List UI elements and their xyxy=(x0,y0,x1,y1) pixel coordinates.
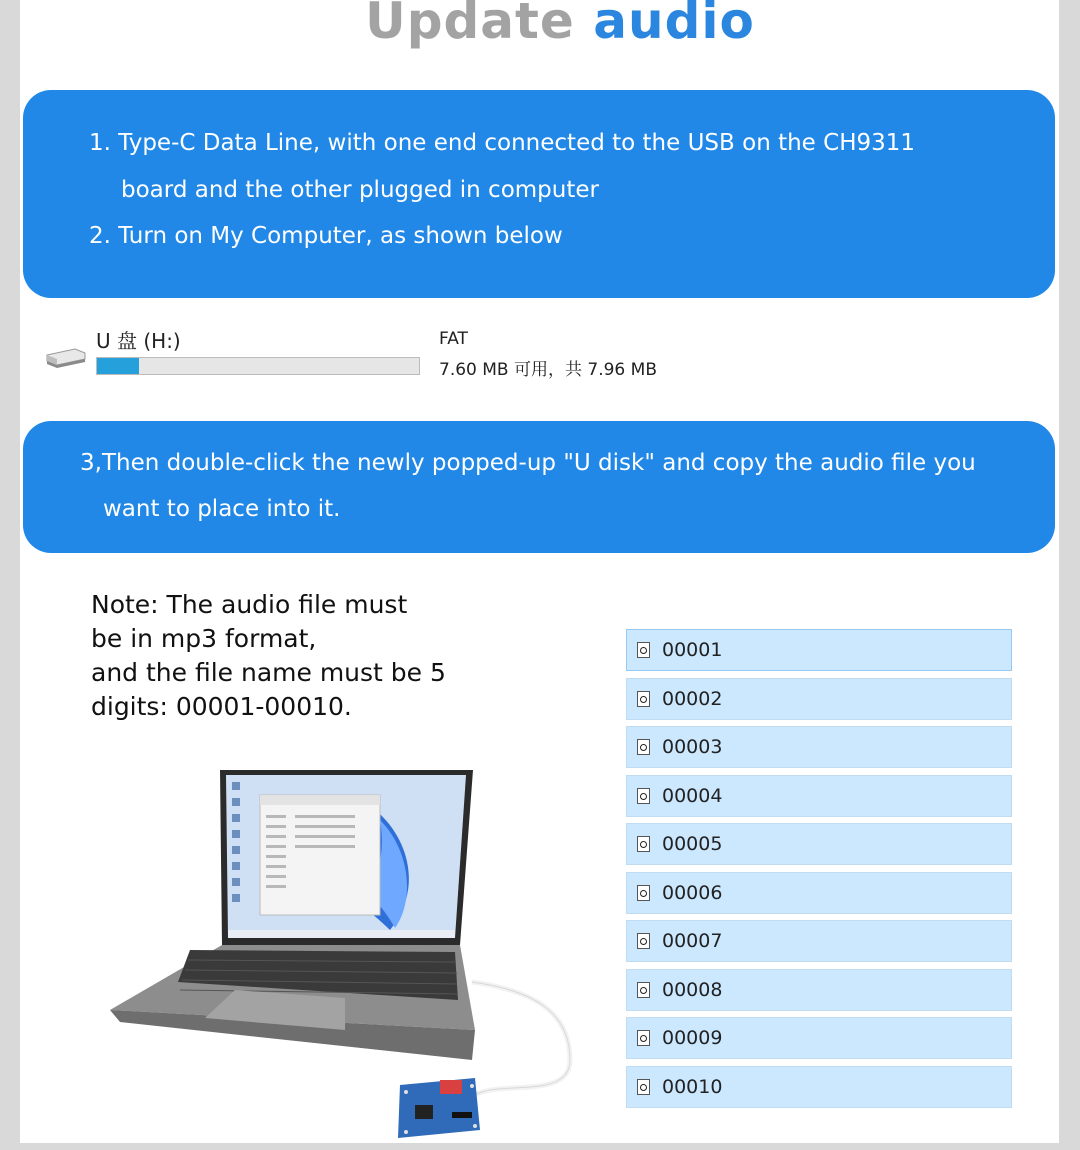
audio-file-icon xyxy=(637,739,650,755)
drive-usage-fill xyxy=(97,358,139,374)
audio-file-icon xyxy=(637,885,650,901)
audio-file-icon xyxy=(637,1030,650,1046)
page xyxy=(20,0,1059,1143)
file-name: 00005 xyxy=(662,833,723,855)
audio-file-icon xyxy=(637,982,650,998)
file-name: 00006 xyxy=(662,881,723,904)
instruction-panel-2 xyxy=(23,421,1055,553)
audio-file-icon xyxy=(637,1079,650,1095)
file-row[interactable] xyxy=(626,920,1012,962)
title-part1: Update xyxy=(365,0,594,50)
ch9311-board xyxy=(398,1078,480,1138)
audio-file-icon xyxy=(637,642,650,658)
audio-file-icon xyxy=(637,788,650,804)
file-name: 00010 xyxy=(662,1075,723,1098)
file-name: 00009 xyxy=(662,1027,723,1049)
file-row[interactable] xyxy=(626,1066,1012,1108)
file-row[interactable] xyxy=(626,775,1012,817)
note-line-3: and the file name must be 5 xyxy=(91,658,446,687)
drive-filesystem: FAT xyxy=(439,329,468,349)
drive-label[interactable]: U 盘 (H:) xyxy=(96,329,181,353)
file-name: 00001 xyxy=(662,639,723,661)
audio-file-icon xyxy=(637,836,650,852)
drive-free-space: 7.60 MB 可用，共 7.96 MB xyxy=(439,360,657,380)
note-line-1: Note: The audio file must xyxy=(91,590,408,619)
instruction-panel-1 xyxy=(23,90,1055,298)
instruction-step-1-cont: board and the other plugged in computer xyxy=(121,177,599,203)
laptop-with-board-illustration xyxy=(80,760,620,1143)
file-name: 00007 xyxy=(662,930,723,952)
file-name: 00008 xyxy=(662,978,723,1001)
usb-cable xyxy=(472,982,570,1095)
format-note xyxy=(91,588,471,724)
file-row[interactable] xyxy=(626,1017,1012,1059)
instruction-step-1: 1. Type-C Data Line, with one end connected to the USB on the CH9311 xyxy=(89,130,916,156)
audio-file-icon xyxy=(637,691,650,707)
file-row[interactable] xyxy=(626,629,1012,671)
drive-usage-bar xyxy=(96,357,420,375)
file-row[interactable] xyxy=(626,726,1012,768)
note-line-2: be in mp3 format, xyxy=(91,624,317,653)
file-name: 00004 xyxy=(662,784,723,807)
file-name: 00003 xyxy=(662,736,723,758)
file-row[interactable] xyxy=(626,872,1012,914)
file-row[interactable] xyxy=(626,969,1012,1011)
usb-drive-icon xyxy=(45,345,87,369)
instruction-step-3: 3,Then double-click the newly popped-up "U disk" and copy the audio file you xyxy=(80,450,976,476)
page-title xyxy=(20,0,1059,50)
title-part2: audio xyxy=(593,0,755,50)
note-line-4: digits: 00001-00010. xyxy=(91,692,352,721)
audio-file-icon xyxy=(637,933,650,949)
file-row[interactable] xyxy=(626,678,1012,720)
file-name: 00002 xyxy=(662,687,723,710)
file-row[interactable] xyxy=(626,823,1012,865)
instruction-step-3-cont: want to place into it. xyxy=(103,496,341,522)
instruction-step-2: 2. Turn on My Computer, as shown below xyxy=(89,223,563,249)
